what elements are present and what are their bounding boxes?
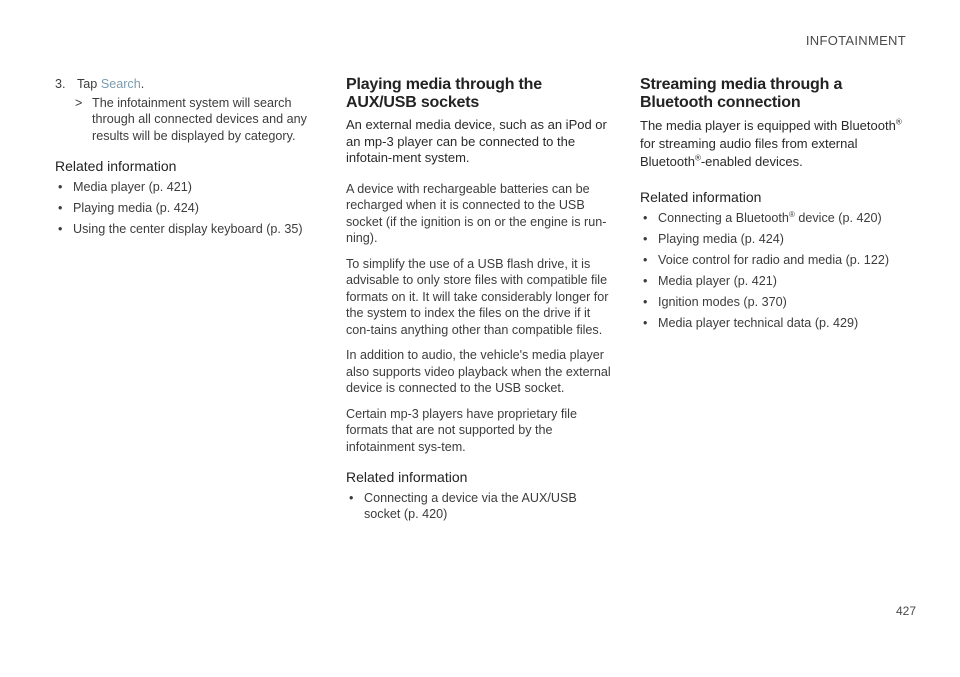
lead-text: -enabled devices. [700, 154, 803, 169]
step-suffix: . [140, 77, 145, 91]
lead-text: for streaming audio files from external Bluetooth [640, 136, 858, 169]
related-link[interactable]: • Playing media (p. 424) [640, 231, 902, 247]
related-link[interactable]: • Using the center display keyboard (p. 35) [55, 221, 307, 237]
body-paragraph: To simplify the use of a USB flash drive, it is advisable to only store files with compatible file formats on it. It will take considerably longer for the system to index the files on the drive if it con-tains anything other than compatible files. [346, 256, 609, 337]
related-link[interactable]: • Voice control for radio and media (p. 122) [640, 252, 902, 268]
related-link[interactable]: • Playing media (p. 424) [55, 200, 307, 216]
related-list [55, 179, 307, 237]
related-link[interactable]: • Media player (p. 421) [55, 179, 307, 195]
link-text: device (p. 420) [794, 211, 882, 225]
registered-mark: ® [895, 117, 902, 127]
related-link[interactable]: • Connecting a device via the AUX/USB socket (p. 420) [346, 490, 614, 522]
step-prefix: Tap [77, 77, 98, 91]
section-header: INFOTAINMENT [805, 33, 906, 48]
related-heading: Related information [640, 189, 762, 205]
related-heading: Related information [55, 158, 177, 174]
body-paragraph: Certain mp-3 players have proprietary file formats that are not supported by the infotainment sys-tem. [346, 406, 577, 454]
section-title: Streaming media through a Bluetooth connection [640, 76, 843, 111]
column-1 [55, 76, 307, 242]
result-marker: > [75, 95, 83, 110]
registered-mark: ® [788, 209, 795, 219]
result-text: The infotainment system will search through all connected devices and any results will be displayed by category. [92, 95, 307, 143]
search-keyword: Search [100, 77, 141, 91]
related-link[interactable]: • Media player technical data (p. 429) [640, 315, 902, 331]
column-2 [346, 76, 614, 527]
related-list [346, 490, 614, 522]
related-link[interactable]: • Media player (p. 421) [640, 273, 902, 289]
link-text: Connecting a Bluetooth [658, 211, 789, 225]
lead-paragraph [640, 117, 902, 171]
section-title: Playing media through the AUX/USB sockets [346, 76, 542, 111]
registered-mark: ® [694, 153, 701, 163]
related-list [640, 210, 902, 331]
column-3 [640, 76, 902, 336]
page-number: 427 [895, 604, 916, 618]
related-link[interactable] [640, 210, 902, 226]
lead-paragraph: An external media device, such as an iPod or an mp-3 player can be connected to the infotain-ment system. [346, 117, 607, 165]
lead-text: The media player is equipped with Bluetooth [640, 118, 896, 133]
step-result [75, 95, 307, 145]
step-number: 3. [55, 77, 66, 91]
body-paragraph: In addition to audio, the vehicle's media player also supports video playback when the external device is connected to the USB socket. [346, 348, 611, 395]
related-link[interactable]: • Ignition modes (p. 370) [640, 294, 902, 310]
step-text [77, 76, 144, 93]
step-3 [55, 76, 307, 93]
body-paragraph: A device with rechargeable batteries can be recharged when it is connected to the USB socket (if the ignition is on or the engine is run-ning). [346, 181, 607, 245]
related-heading: Related information [346, 469, 468, 485]
